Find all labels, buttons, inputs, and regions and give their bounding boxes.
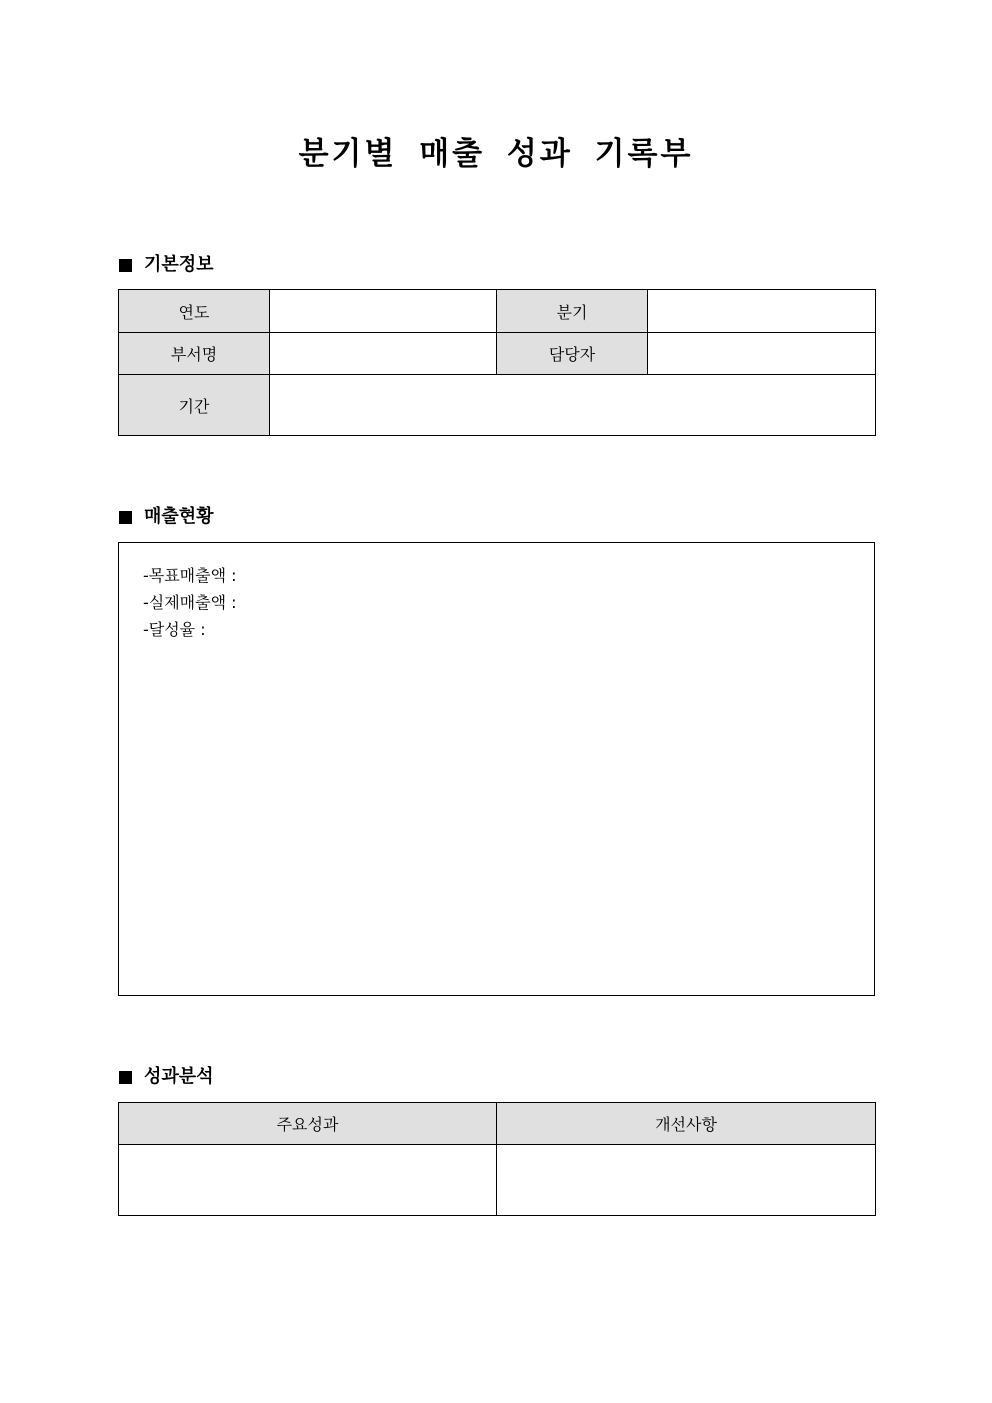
page-title: 분기별 매출 성과 기록부	[298, 136, 694, 172]
improvements-header: 개선사항	[497, 1103, 876, 1145]
sales-status-box[interactable]	[118, 542, 875, 996]
square-bullet-icon	[119, 511, 132, 524]
section-heading-label: 매출현황	[144, 506, 214, 527]
table-row	[119, 1145, 876, 1216]
year-field[interactable]	[270, 290, 497, 333]
year-label: 연도	[119, 290, 270, 333]
section-heading-label: 기본정보	[144, 254, 214, 275]
manager-field[interactable]	[648, 333, 876, 375]
table-row	[119, 290, 876, 333]
period-label: 기간	[119, 375, 270, 436]
table-row	[119, 375, 876, 436]
performance-analysis-table	[118, 1102, 876, 1216]
quarter-label: 분기	[497, 290, 648, 333]
main-results-field[interactable]	[119, 1145, 497, 1216]
period-field[interactable]	[270, 375, 876, 436]
section-heading-basic-info	[119, 253, 214, 277]
manager-label: 담당자	[497, 333, 648, 375]
target-sales-line: -목표매출액 :	[143, 566, 237, 585]
department-label: 부서명	[119, 333, 270, 375]
section-heading-sales-status	[119, 505, 214, 529]
sales-status-lines	[143, 562, 237, 643]
achievement-rate-line: -달성율 :	[143, 620, 206, 639]
square-bullet-icon	[119, 1071, 132, 1084]
improvements-field[interactable]	[497, 1145, 876, 1216]
department-field[interactable]	[270, 333, 497, 375]
actual-sales-line: -실제매출액 :	[143, 593, 237, 612]
table-row	[119, 1103, 876, 1145]
square-bullet-icon	[119, 259, 132, 272]
section-heading-label: 성과분석	[144, 1066, 214, 1087]
table-row	[119, 333, 876, 375]
main-results-header: 주요성과	[119, 1103, 497, 1145]
quarter-field[interactable]	[648, 290, 876, 333]
section-heading-performance-analysis	[119, 1065, 214, 1089]
basic-info-table	[118, 289, 876, 436]
